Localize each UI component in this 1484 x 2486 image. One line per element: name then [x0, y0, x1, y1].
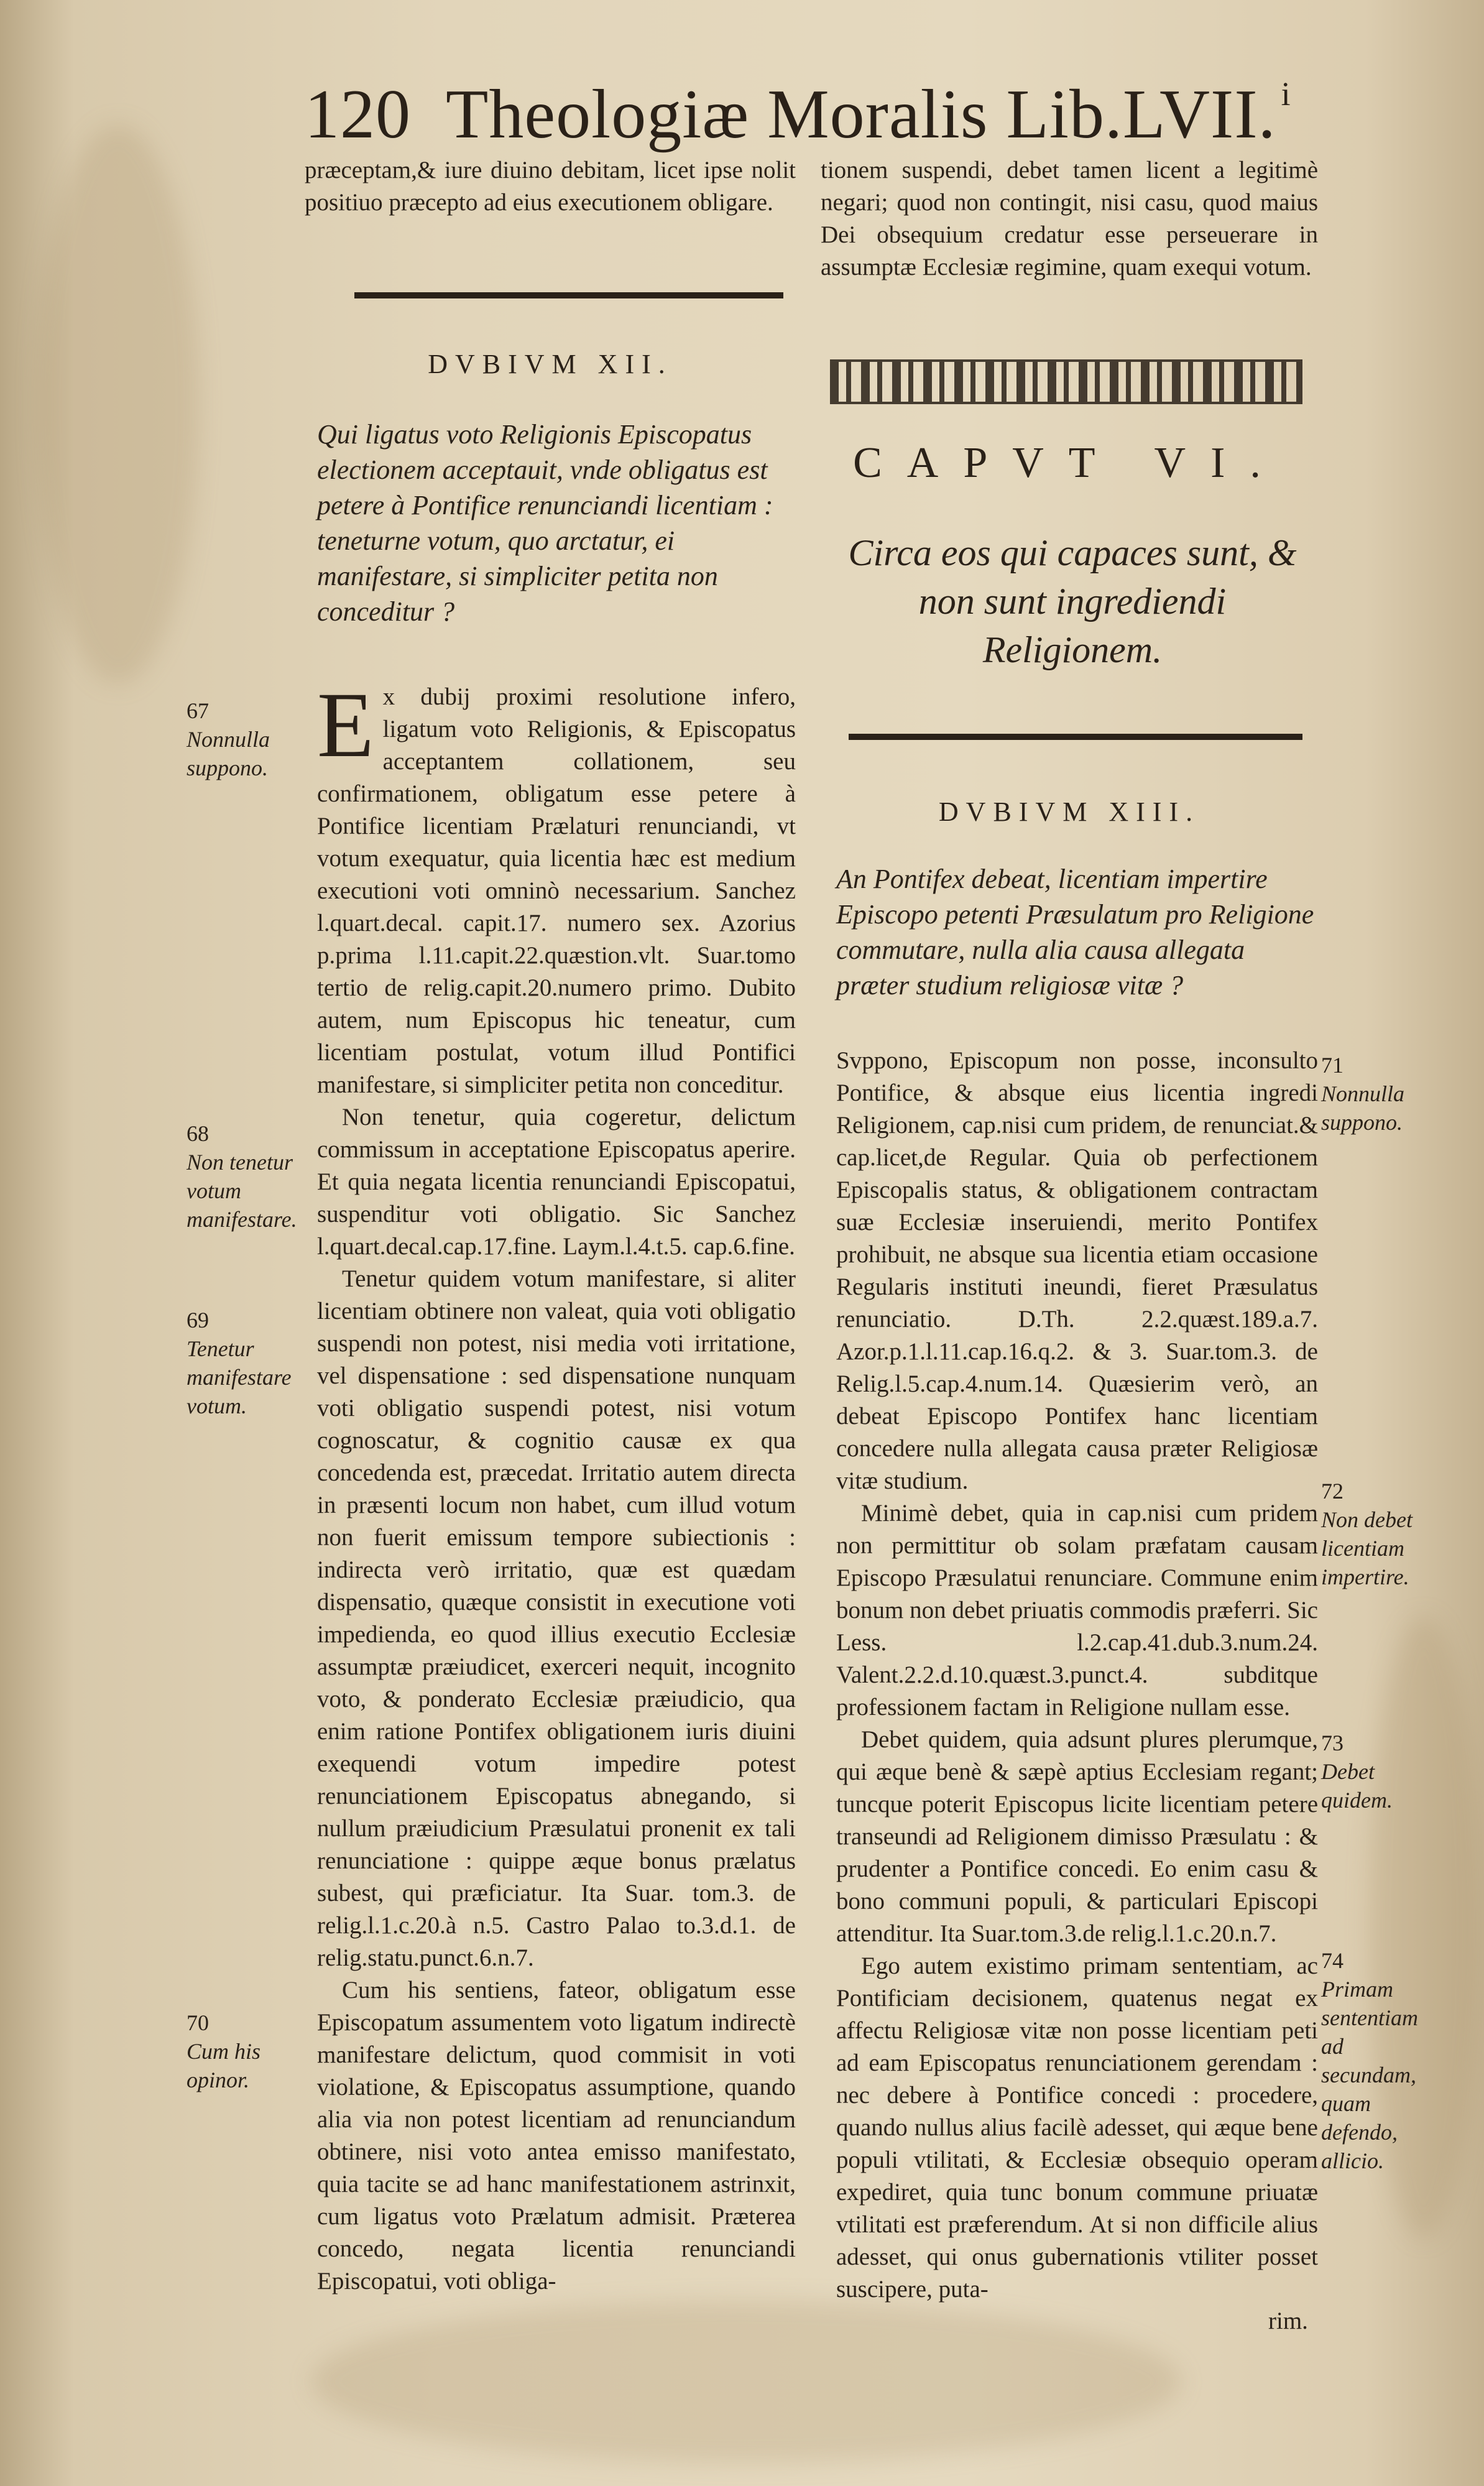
margin-note: 69 Tenetur manifestare votum.	[187, 1308, 292, 1418]
dubium-heading: DVBIVM XIII.	[938, 797, 1201, 827]
page-number: 120	[305, 76, 411, 153]
paragraph: Svppono, Episcopum non posse, inconsulto Pontifice, & absque eius licentia ingredi Religionem, cap.nisi cum pridem, de renunciat.& cap.licet,de Regular. Quia ob perfectionem Episcopalis status, & obligationem contractam suæ Ecclesiæ inseruiendi, merito Pontifex prohibuit, ne absque sua licentia etiam occasione Regularis instituti ineundi, fieret Præsulatus renunciatio. D.Th. 2.2.quæst.189.a.7. Azor.p.1.l.11.cap.16.q.2. & 3. Suar.tom.3. de Relig.l.5.cap.4.num.14. Quæsierim verò, an debeat Episcopo Pontifex hanc licentiam concedere nulla allegata causa præter Religiosæ vitæ studium.	[836, 1047, 1318, 1494]
paragraph: Non tenetur, quia cogeretur, delictum commissum in acceptatione Episcopatus aperire. Et quia negata licentia renunciandi Episcopatui, suspenditur voti obligatio. Sic Sanchez l.quart.decal.cap.17.fine. Laym.l.4.t.5. cap.6.fine.	[317, 1104, 796, 1260]
right-column-top	[821, 154, 1318, 284]
dubium-heading: DVBIVM XII.	[428, 349, 673, 379]
margin-note: 67 Nonnulla suppono.	[187, 698, 270, 780]
margin-note: 74 Primam sententiam ad secundam, quam defendo, allicio.	[1321, 1948, 1418, 2173]
catchword: rim.	[1268, 2308, 1308, 2334]
margin-note: 70 Cum his opinor.	[187, 2010, 261, 2092]
running-title: Theologiæ Moralis Lib.LVII.	[446, 76, 1276, 153]
paper-stain	[311, 2301, 1181, 2462]
left-column-top	[305, 154, 796, 219]
paragraph: Ex dubij proximi resolutione infero, ligatum voto Religionis, & Episcopatus acceptantem collationem, seu confirmationem, obligatum esse petere à Pontifice licentiam Prælaturi renunciandi, vt votum exequatur, quia licentia hæc est medium executioni voti omninò necessarium. Sanchez l.quart.decal. capit.17. numero sex. Azorius p.prima l.11.capit.22.quæstion.vlt. Suar.tomo tertio de relig.capit.20.numero primo. Dubito autem, num Episcopus hic teneatur, cum licentiam postulat, votum illud Pontifici manifestare, si simpliciter petita non conceditur.	[317, 673, 796, 1098]
dubium-question: Qui ligatus voto Religionis Episcopatus electionem acceptauit, vnde obligatus est petere à Pontifice renunciandi licentiam : teneturne votum, quo arctatur, ei manifestare, si simpliciter petita non conceditur ?	[317, 419, 773, 627]
paragraph: Ego autem existimo primam sententiam, ac Pontificiam decisionem, quatenus negat ex affectu Religiosæ vitæ non posse licentiam peti ad eam Episcopatus renunciationem gerendam : nec debere à Pontifice concedi : procedere, quando nullus alius facilè adesset, qui æque bene populi vtilitati, & Ecclesiæ obsequio operam expediret, quia tunc bonum commune priuatæ vtilitati est præferendum. At si non difficile alius adesset, qui onus gubernationis vtiliter posset suscipere, puta-	[836, 1952, 1318, 2303]
ornament-border	[830, 359, 1302, 404]
running-header	[305, 75, 1291, 155]
dubium-question: An Pontifex debeat, licentiam impertire Episcopo petenti Præsulatum pro Religione commutare, nulla alia causa allegata præter studium religiosæ vitæ ?	[836, 864, 1314, 1000]
section-rule	[849, 734, 1302, 740]
paragraph: Minimè debet, quia in cap.nisi cum pridem non permittitur ob solam præfatam causam Episcopo Præsulatui renunciare. Commune enim bonum non debet priuatis commodis præferri. Sic Less. l.2.cap.41.dub.3.num.24. Valent.2.2.d.10.quæst.3.punct.4. subditque professionem factam in Religione nullam esse.	[836, 1500, 1318, 1721]
margin-note: 71 Nonnulla suppono.	[1321, 1053, 1405, 1135]
right-column-body	[836, 1045, 1318, 2306]
section-rule	[354, 292, 783, 298]
left-column-body	[317, 673, 796, 2298]
margin-note: 72 Non debet licentiam impertire.	[1321, 1479, 1413, 1589]
margin-note: 68 Non tenetur votum manifestare.	[187, 1121, 297, 1232]
continuation-text: præceptam,& iure diuino debitam, licet ipse nolit positiuo præcepto ad eius executionem obligare.	[305, 157, 796, 216]
caput-heading: CAPVT VI.	[853, 439, 1286, 487]
continuation-text: tionem suspendi, debet tamen licent a legitimè negari; quod non contingit, nisi casu, quod maius Dei obsequium credatur esse perseuerare in assumptæ Ecclesiæ regimine, quam exequi votum.	[821, 157, 1318, 280]
corner-mark: i	[1281, 75, 1291, 113]
paragraph: Debet quidem, quia adsunt plures plerumque, qui æque benè & sæpè aptius Ecclesiam regant; tuncque poterit Episcopus licite licentiam petere transeundi ad Religionem dimisso Præsulatu : & prudenter a Pontifice concedi. Eo enim casu & bono communi populi, & particulari Episcopi attenditur. Ita Suar.tom.3.de relig.l.1.c.20.n.7.	[836, 1726, 1318, 1947]
caput-subtitle: Circa eos qui capaces sunt, & non sunt ingrediendi Religionem.	[848, 532, 1297, 670]
paper-stain	[37, 124, 199, 684]
paragraph: Cum his sentiens, fateor, obligatum esse Episcopatum assumentem voto ligatum indirectè manifestare delictum, quod commisit in voti violatione, & Episcopatus assumptione, quando alia via non potest licentiam ad renunciandum obtinere, nisi voto antea emisso manifestato, quia tacite se ad hanc manifestationem astrinxit, cum ligatus voto Prælatum admisit. Præterea concedo, negata licentia renunciandi Episcopatui, voti obliga-	[317, 1977, 796, 2294]
margin-note: 73 Debet quidem.	[1321, 1730, 1393, 1813]
paragraph: Tenetur quidem votum manifestare, si aliter licentiam obtinere non valeat, quia voti obligatio suspendi non potest, nisi media voti irritatione, vel dispensatione : sed dispensatione nunquam voti obligatio suspendi potest, nisi votum cognoscatur, & cognitio causæ ex qua concedenda est, præcedat. Irritatio autem directa in præsenti locum non habet, cum illud votum non fuerit emissum tempore subiectionis : indirecta verò irritatio, quæ est quædam dispensatio, quæque consistit in executione voti impedienda, eo quod illius executio Ecclesiæ assumptæ præiudicet, exerceri nequit, incognito voto, & ponderato Ecclesiæ præiudicio, qua enim ratione Pontifex obligationem iuris diuini exequendi votum impedire potest renunciationem Episcopatus abnegando, si nullum præiudicium Præsulatui pronenit ex tali renunciatione : quippe æque bonus prælatus subest, qui præficiatur. Ita Suar. tom.3. de relig.l.1.c.20.à n.5. Castro Palao to.3.d.1. de relig.statu.punct.6.n.7.	[317, 1265, 796, 1971]
